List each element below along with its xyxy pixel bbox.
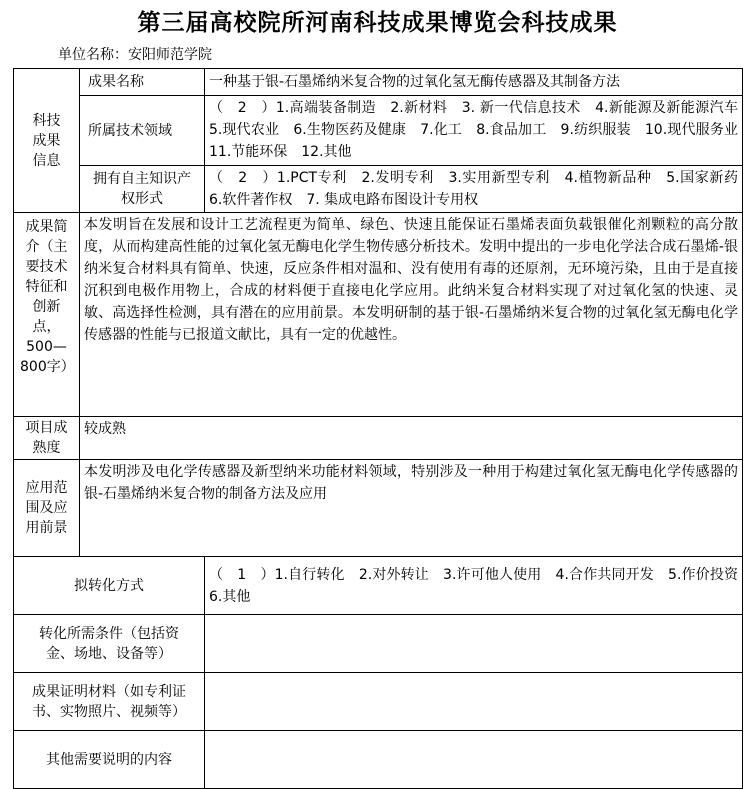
transfer-label: 拟转化方式 bbox=[14, 557, 205, 615]
maturity-label: 项目成熟度 bbox=[14, 417, 80, 460]
info-section-label: 科技成果信息 bbox=[14, 69, 80, 213]
proof-value[interactable] bbox=[205, 673, 743, 731]
row-other bbox=[14, 731, 743, 789]
row-ip bbox=[14, 166, 743, 213]
maturity-value: 较成熟 bbox=[80, 417, 743, 460]
row-conditions bbox=[14, 615, 743, 673]
conditions-value[interactable] bbox=[205, 615, 743, 673]
row-transfer bbox=[14, 557, 743, 615]
ip-label: 拥有自主知识产权形式 bbox=[80, 166, 205, 213]
proof-label: 成果证明材料（如专利证书、实物照片、视频等） bbox=[14, 673, 205, 731]
application-label: 应用范围及应用前景 bbox=[14, 460, 80, 557]
row-application bbox=[14, 460, 743, 557]
field-value: （ 2 ）1.高端装备制造 2.新材料 3. 新一代信息技术 4.新能源及新能源汽车 5.现代农业 6.生物医药及健康 7.化工 8.食品加工 9.纺织服装 10.现代服务业 11.节能环保 12.其他 bbox=[205, 96, 743, 166]
other-label: 其他需要说明的内容 bbox=[14, 731, 205, 789]
unit-label: 单位名称： bbox=[58, 47, 128, 63]
row-summary bbox=[14, 213, 743, 417]
row-name bbox=[14, 69, 743, 96]
unit-value: 安阳师范学院 bbox=[128, 47, 212, 63]
conditions-label: 转化所需条件（包括资金、场地、设备等） bbox=[14, 615, 205, 673]
row-field bbox=[14, 96, 743, 166]
ip-value: （ 2 ）1.PCT专利 2.发明专利 3.实用新型专利 4.植物新品种 5.国家新药 6.软件著作权 7. 集成电路布图设计专用权 bbox=[205, 166, 743, 213]
unit-line bbox=[58, 44, 212, 64]
other-value[interactable] bbox=[205, 731, 743, 789]
application-value: 本发明涉及电化学传感器及新型纳米功能材料领域，特别涉及一种用于构建过氧化氢无酶电化学传感器的银-石墨烯纳米复合物的制备方法及应用 bbox=[80, 460, 743, 557]
row-maturity bbox=[14, 417, 743, 460]
name-value: 一种基于银-石墨烯纳米复合物的过氧化氢无酶传感器及其制备方法 bbox=[205, 69, 743, 96]
achievement-form-table bbox=[13, 68, 752, 789]
document-title: 第三届高校院所河南科技成果博览会科技成果 bbox=[137, 10, 618, 36]
transfer-value: （ 1 ）1.自行转化 2.对外转让 3.许可他人使用 4.合作共同开发 5.作价投资 6.其他 bbox=[205, 557, 743, 615]
summary-label: 成果简介（主要技术特征和创新点，500—800字） bbox=[14, 213, 80, 417]
summary-value: 本发明旨在发展和设计工艺流程更为简单、绿色、快速且能保证石墨烯表面负载银催化剂颗粒的高分散度，从而构建高性能的过氧化氢无酶电化学生物传感分析技术。发明中提出的一步电化学法合成石墨烯-银纳米复合材料具有简单、快速，反应条件相对温和、没有使用有毒的还原剂，无环境污染，且由于是直接沉积到电极作用物上，合成的材料便于直接电化学应用。此纳米复合材料实现了对过氧化氢的快速、灵敏、高选择性检测，具有潜在的应用前景。本发明研制的基于银-石墨烯纳米复合物的过氧化氢无酶电化学传感器的性能与已报道文献比，具有一定的优越性。 bbox=[80, 213, 743, 417]
row-proof bbox=[14, 673, 743, 731]
field-label: 所属技术领域 bbox=[80, 96, 205, 166]
name-label: 成果名称 bbox=[80, 69, 205, 96]
